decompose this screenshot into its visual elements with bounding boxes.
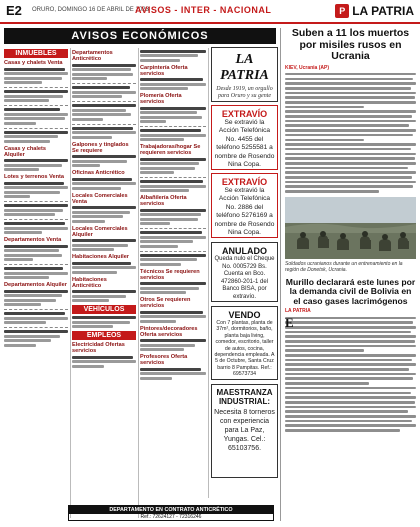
- ad-entry: [140, 158, 206, 175]
- page-header: [0, 0, 420, 24]
- ad-entry: [72, 356, 136, 368]
- ad-box-title: MAESTRANZA INDUSTRIAL:: [216, 388, 273, 406]
- logo-box-name: LA PATRIA: [220, 52, 269, 83]
- ad-entry: [4, 90, 68, 102]
- article-2-credit: LA PATRIA: [285, 308, 311, 315]
- ad-entry: [4, 204, 68, 216]
- ad-entry: [72, 239, 136, 251]
- subhead-pintores: Pintores/decoradores Oferta servicios: [140, 325, 198, 338]
- brand-name: LA PATRIA: [352, 4, 414, 18]
- ad-entry: [4, 312, 68, 324]
- article-2-dropcap: E: [285, 314, 294, 330]
- classified-ads-banner: AVISOS ECONÓMICOS: [4, 28, 276, 44]
- article-2-body: [285, 314, 416, 432]
- ad-entry: [140, 231, 206, 248]
- ad-entry: [72, 64, 136, 81]
- ad-box-text: Necesita 8 torneros con experiencia para La Paz, Yungas. Cel.: 65103756.: [214, 409, 275, 452]
- ad-entry: [4, 108, 68, 125]
- ad-entry: [4, 182, 68, 199]
- ad-entry: [4, 290, 68, 307]
- bottom-ad-title: DEPARTAMENTO EN CONTRATO ANTICRÉTICO: [69, 506, 273, 514]
- dateline: ORURO, DOMINGO 16 DE ABRIL DE 2023: [32, 7, 149, 13]
- subhead-otros: Otros Se requieren servicios: [140, 297, 191, 309]
- category-inmuebles: INMUEBLES: [4, 49, 68, 58]
- ad-entry: [140, 50, 206, 62]
- ad-box-title: VENDO: [228, 310, 261, 320]
- ad-entry: [4, 222, 68, 234]
- classified-ads-section: [4, 28, 276, 521]
- subhead-tecnicos: Técnicos Se requieren servicios: [140, 268, 200, 281]
- ads-column-3: [140, 48, 206, 383]
- ad-box-anulado: [211, 242, 278, 302]
- ad-entry: [72, 262, 136, 274]
- ad-entry: [4, 68, 68, 85]
- subhead-locales-alquiler: Locales Comerciales Alquiler: [72, 225, 128, 238]
- category-empleos: EMPLEOS: [72, 331, 136, 340]
- ad-entry: [72, 178, 136, 190]
- newspaper-logo-box: [211, 47, 278, 102]
- ad-box-title: EXTRAVÍO: [221, 177, 268, 187]
- ad-box-title: EXTRAVÍO: [221, 109, 268, 119]
- ad-box-text: Se extravió la Acción Telefónica No. 4455 del teléfono 5255581 a nombre de Rosendo Nina Copa.: [214, 119, 275, 169]
- ad-entry: [140, 311, 206, 323]
- soldiers-photo-image: [285, 197, 416, 259]
- ad-entry: [72, 127, 136, 139]
- ad-entry: [140, 339, 206, 351]
- news-column: [280, 28, 416, 521]
- subhead-lotes-venta: Lotes y terrenos Venta: [4, 174, 64, 180]
- category-vehiculos: VEHÍCULOS: [72, 305, 136, 314]
- ad-box-text: Queda nulo el Cheque No. 0005729 Bs. Cuenta en Bco. 472860-201-1 del Banco BISA, por extravío.: [214, 256, 275, 300]
- ad-entry: [72, 155, 136, 167]
- ad-entry: [72, 86, 136, 98]
- section-title: AVISOS - INTER - NACIONAL: [135, 5, 272, 15]
- ad-entry: [4, 245, 68, 262]
- ad-entry: [140, 180, 206, 192]
- ad-box-extravio-2: [211, 173, 278, 238]
- subhead-albanileria: Albañilería Oferta servicios: [140, 195, 187, 207]
- ad-entry: [4, 330, 68, 347]
- ad-entry: [140, 282, 206, 294]
- ad-entry: [4, 131, 68, 143]
- logo-box-tagline: Desde 1919, un orgullo para Oruro y su gente: [216, 86, 273, 99]
- subhead-oficinas-anticretico: Oficinas Anticrético: [72, 170, 125, 176]
- ad-entry: [72, 206, 136, 223]
- photo-caption: Soldados ucranianos durante un entrenamiento en la región de Donetsk, Ucrania.: [285, 260, 403, 273]
- ad-entry: [140, 129, 206, 141]
- subhead-profesores: Profesores Oferta servicios: [140, 354, 188, 366]
- page-number: E2: [6, 3, 22, 18]
- bottom-ad-bar: [68, 505, 274, 521]
- ads-column-1: [4, 48, 68, 350]
- subhead-casas-alquiler: Casas y chalets Alquiler: [4, 145, 46, 158]
- ad-entry: [140, 209, 206, 226]
- subhead-casas-venta: Casas y chalets Venta: [4, 60, 63, 66]
- article-1-body: [285, 73, 416, 193]
- subhead-electricidad: Electricidad Ofertas servicios: [72, 342, 125, 354]
- subhead-departamentos-alquiler: Departamentos Alquiler: [4, 282, 67, 288]
- subhead-habitaciones-alquiler: Habitaciones Alquiler: [72, 254, 129, 260]
- article-1-credit: KIEV, Ucrania (AP): [285, 64, 329, 71]
- ad-box-text: Con 7 plantas, planta de 37m², dormitorios, baño, planta baja living, comedor, escritorio, taller de autos, cocina, dependencia empleada. A 5 de Octubre, Santa Cruz barrio 8 Pampitas. Ref.: 69573734: [214, 320, 275, 378]
- subhead-locales-venta: Locales Comerciales Venta: [72, 192, 128, 205]
- article-2-headline: Murillo declarará este lunes por la demanda civil de Bolivia en el caso gases lacrimógenos: [285, 276, 416, 306]
- ad-entry: [72, 290, 136, 302]
- subhead-plomeria: Plomería Oferta servicios: [140, 93, 182, 105]
- subhead-departamentos-anticretico: Departamentos Anticrético: [72, 50, 113, 62]
- subhead-habitaciones-anticretico: Habitaciones Anticrético: [72, 276, 107, 289]
- subhead-carpinteria: Carpintería Oferta servicios: [140, 64, 188, 77]
- ad-box-title: ANULADO: [222, 246, 267, 256]
- news-photo: [285, 197, 416, 259]
- logo-mark-icon: P: [335, 4, 349, 18]
- ad-entry: [4, 267, 68, 279]
- ad-entry: [140, 368, 206, 380]
- ad-box-maestranza: [211, 384, 278, 478]
- ad-entry: [140, 107, 206, 124]
- ad-entry: [140, 254, 206, 266]
- newspaper-logo: [335, 2, 414, 20]
- ad-box-text: Se extravió la Acción Telefónica No. 2886 del teléfono 5276169 a nombre de Rosendo Nina Copa.: [214, 187, 275, 237]
- subhead-departamentos-venta: Departamentos Venta: [4, 237, 62, 243]
- subhead-trabajadoras-hogar: Trabajadoras/hogar Se requieren servicios: [140, 144, 201, 156]
- ads-column-2: [72, 48, 136, 371]
- article-1-headline: Suben a 11 los muertos por misiles rusos en Ucrania: [291, 27, 410, 63]
- ad-entry: [72, 104, 136, 121]
- ad-entry: [140, 78, 206, 90]
- ad-box-vendo: [211, 306, 278, 380]
- subhead-galpones: Galpones y tinglados Se requiere: [72, 141, 129, 154]
- ad-entry: [4, 159, 68, 171]
- ad-entry: [72, 316, 136, 328]
- ad-box-extravio-1: [211, 105, 278, 170]
- bottom-ad-ref: Ref.: 72624127 - 72316246: [140, 514, 202, 520]
